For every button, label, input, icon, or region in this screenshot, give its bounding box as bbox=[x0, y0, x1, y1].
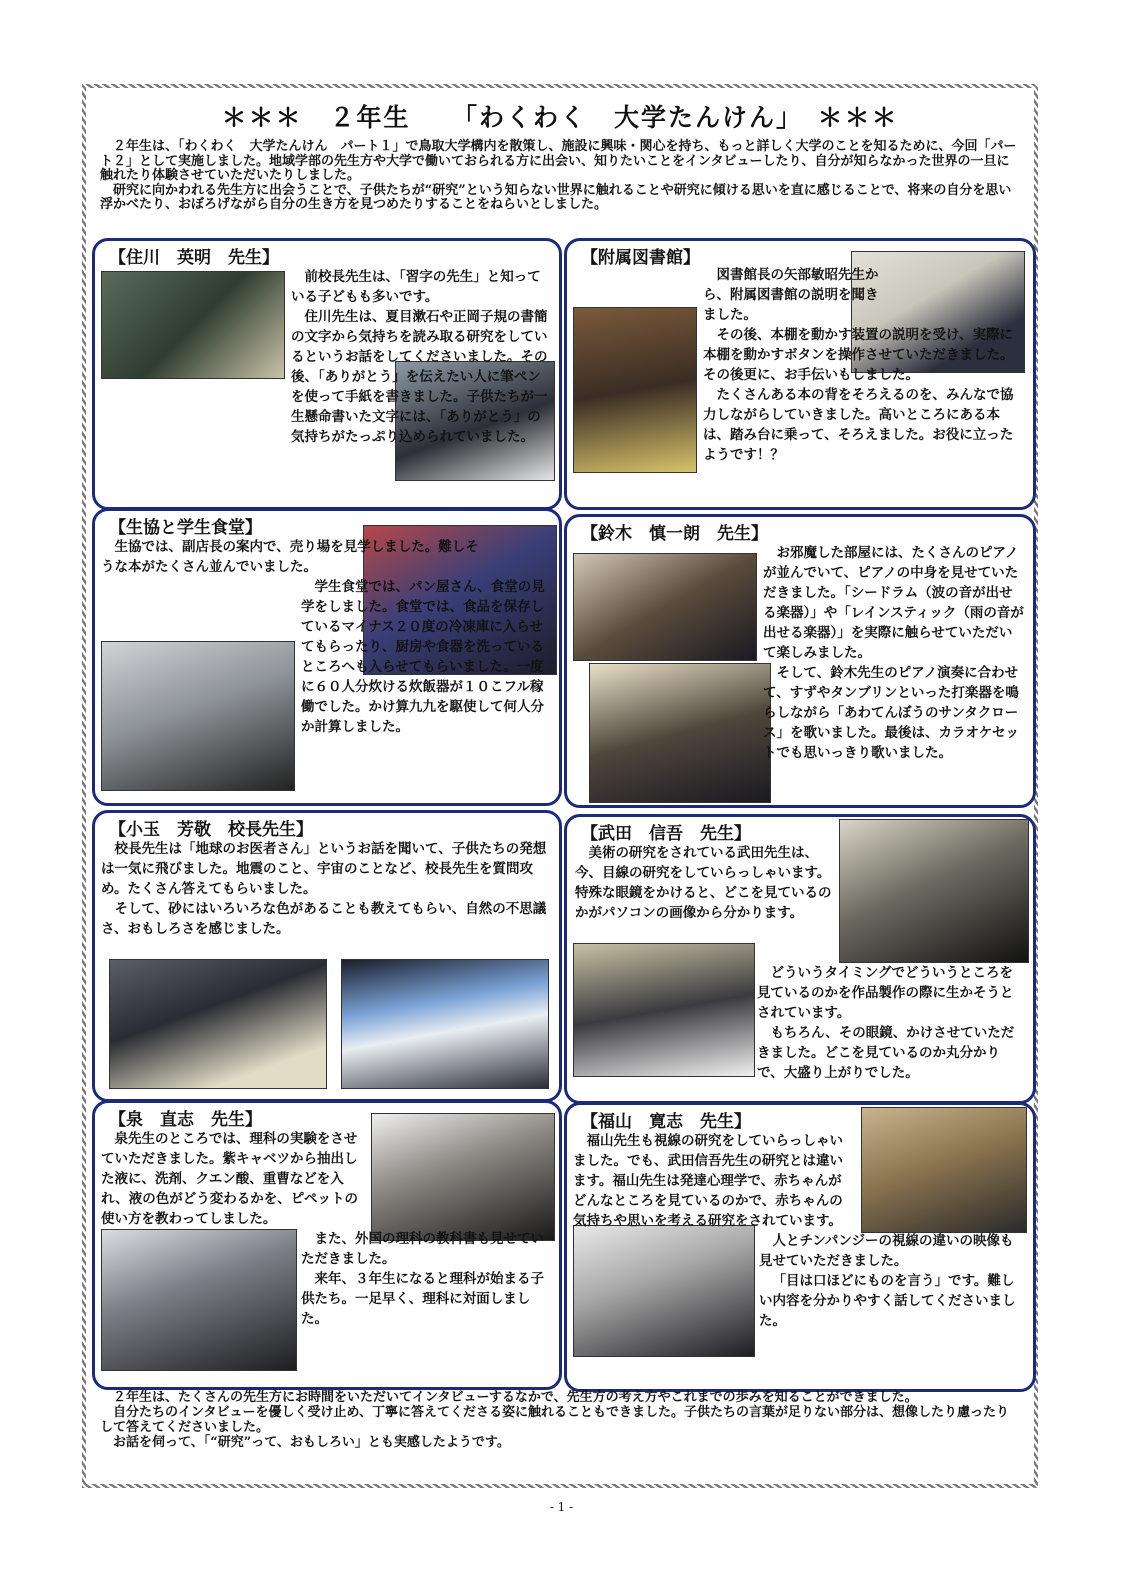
section-fukuyama bbox=[564, 1102, 1036, 1392]
section-text: 「目は口ほどにものを言う」です。難しい内容を分かりやすく話してくださいました。 bbox=[759, 1273, 1016, 1329]
section-header: 【泉 直志 先生】 bbox=[109, 1110, 262, 1130]
photo-instruments bbox=[589, 663, 771, 803]
page-title: ＊＊＊ ２年生 「わくわく 大学たんけん」 ＊＊＊ bbox=[221, 103, 899, 132]
section-text: そして、砂にはいろいろな色があることも教えてもらい、自然の不思議さ、おもしろさを感じました。 bbox=[101, 901, 547, 937]
section-izumi bbox=[92, 1100, 562, 1390]
photo-piano-room bbox=[573, 553, 757, 661]
page-frame bbox=[82, 84, 1038, 1488]
section-text: たくさんある本の背をそろえるのを、みんなで協力しながらしていきました。高いところにある本は、踏み台に乗って、そろえました。お役に立ったようです！？ bbox=[703, 387, 1014, 463]
footer-paragraph: お話を伺って、「“研究”って、おもしろい」とも実感したようです。 bbox=[113, 1435, 510, 1450]
section-text: 人とチンパンジーの視線の違いの映像も見せていただきました。 bbox=[759, 1233, 1014, 1269]
intro-paragraph: ２年生は、「わくわく 大学たんけん パート１」で鳥取大学構内を散策し、施設に興味・関心を持ち、もっと詳しく大学のことを知るために、今回「パート２」として実施しました。地域学部の先生方や大学で働いておられる方に出会い、知りたいことをインタビューしたり、自分が知らなかった世界の一旦に触れたり体験させていただいたりしました。 bbox=[100, 139, 1017, 183]
section-text: 前校長先生は、「習字の先生」と知っている子どもも多いです。 bbox=[291, 269, 541, 305]
section-suzuki bbox=[564, 514, 1036, 808]
photo-mountain-slide bbox=[341, 959, 549, 1089]
section-text: 来年、３年生になると理科が始まる子供たち。一足早く、理科に対面しました。 bbox=[301, 1271, 544, 1327]
section-text: お邪魔した部屋には、たくさんのピアノが並んでいて、ピアノの中身を見せていただきました。「シードラム（波の音が出せる楽器）」や「レインスティック（雨の音が出せる楽器）」を実際に触らせていただいて楽しみました。 bbox=[763, 545, 1024, 661]
intro-text bbox=[100, 140, 1020, 213]
section-kodama bbox=[92, 810, 562, 1102]
section-text: 住川先生は、夏目漱石や正岡子規の書簡の文字から気持ちを読み取る研究をしているというお話をしてくださいました。その後、「ありがとう」を伝えたい人に筆ペンを使って手紙を書きました。子供たちが一生懸命書いた文字には、「ありがとう」の気持ちがたっぷり込められていました。 bbox=[291, 309, 548, 445]
section-takeda bbox=[564, 814, 1036, 1104]
section-header: 【生協と学生食堂】 bbox=[109, 518, 262, 538]
footer-text bbox=[100, 1390, 1020, 1450]
photo-cafeteria-kitchen bbox=[101, 641, 295, 791]
section-text: その後、本棚を動かす装置の説明を受け、実際に本棚を動かすボタンを操作させていただきました。その後更に、お手伝いもしました。 bbox=[703, 327, 1014, 383]
section-text: 美術の研究をされている武田先生は、今、目線の研究をしていらっしゃいます。特殊な眼鏡をかけると、どこを見ているのかがパソコンの画像から分かります。 bbox=[575, 845, 832, 921]
section-text: 泉先生のところでは、理科の実験をさせていただきました。紫キャベツから抽出した液に、洗剤、クエン酸、重曹などを入れ、液の色がどう変わるかを、ピペットの使い方を教わってしました。 bbox=[101, 1131, 359, 1227]
footer-paragraph: ２年生は、たくさんの先生方にお時間をいただいてインタビューするなかで、先生方の考え方やこれまでの歩みを知ることができました。 bbox=[113, 1390, 918, 1405]
section-text: 福山先生も視線の研究をしていらっしゃいました。でも、武田信吾先生の研究とは違います。福山先生は発達心理学で、赤ちゃんがどんなところを見ているのかで、赤ちゃんの気持ちや思いを考える研究をされています。 bbox=[573, 1133, 843, 1229]
section-text: 校長先生は「地球のお医者さん」というお話を聞いて、子供たちの発想は一気に飛びました。地震のこと、宇宙のことなど、校長先生を質問攻め。たくさん答えてもらいました。 bbox=[101, 841, 547, 897]
section-header: 【福山 寛志 先生】 bbox=[581, 1112, 751, 1132]
photo-earth-lecture bbox=[109, 959, 327, 1089]
section-coop bbox=[92, 508, 562, 806]
section-header: 【住川 英明 先生】 bbox=[109, 248, 279, 268]
section-text: また、外国の理科の教科書も見せていただきました。 bbox=[301, 1231, 544, 1267]
section-header: 【武田 信吾 先生】 bbox=[581, 824, 751, 844]
page-number: - 1 - bbox=[549, 1500, 574, 1514]
footer-paragraph: 自分たちのインタビューを優しく受け止め、丁寧に答えてくださる姿に触れることもできました。子供たちの言葉が足りない部分は、想像したり慮ったりして答えてくださいました。 bbox=[100, 1405, 1009, 1435]
intro-paragraph: 研究に向かわれる先生方に出会うことで、子供たちが“研究”という知らない世界に触れることや研究に傾ける思いを直に感じることで、将来の自分を思い浮かべたり、おぼろげながら自分の生き方を見つめたりすることをねらいとしました。 bbox=[100, 182, 1012, 212]
section-text: もちろん、その眼鏡、かけさせていただきました。どこを見ているのか丸分かりで、大盛り上がりでした。 bbox=[757, 1025, 1015, 1081]
section-header: 【附属図書館】 bbox=[581, 248, 700, 268]
section-text: どういうタイミングでどういうところを見ているのかを作品製作の際に生かそうとされています。 bbox=[757, 965, 1014, 1021]
section-text: 生協では、副店長の案内で、売り場を見学しました。難しそうな本がたくさん並んでいました。 bbox=[101, 539, 479, 575]
section-text: そして、鈴木先生のピアノ演奏に合わせて、すずやタンブリンといった打楽器を鳴らしながら「あわてんぼうのサンタクロース」を歌いました。最後は、カラオケセットでも思いっきり歌いました。 bbox=[763, 665, 1019, 761]
photo-library-shelves bbox=[573, 307, 697, 473]
section-sumikawa bbox=[92, 238, 562, 510]
section-header: 【小玉 芳敬 校長先生】 bbox=[109, 820, 313, 840]
section-header: 【鈴木 慎一朗 先生】 bbox=[581, 524, 768, 544]
section-text: 図書館長の矢部敏昭先生から、附属図書館の説明を聞きました。 bbox=[703, 267, 879, 323]
section-library bbox=[564, 238, 1036, 510]
section-text: 学生食堂では、パン屋さん、食堂の見学をしました。食堂では、食品を保存しているマイナス２０度の冷凍庫に入らせてもらったり、厨房や食器を洗っているところへも入らせてもらいました。一度に６０人分炊ける炊飯器が１０こフル稼働でした。かけ算九九を駆使して何人分か計算しました。 bbox=[301, 579, 545, 735]
